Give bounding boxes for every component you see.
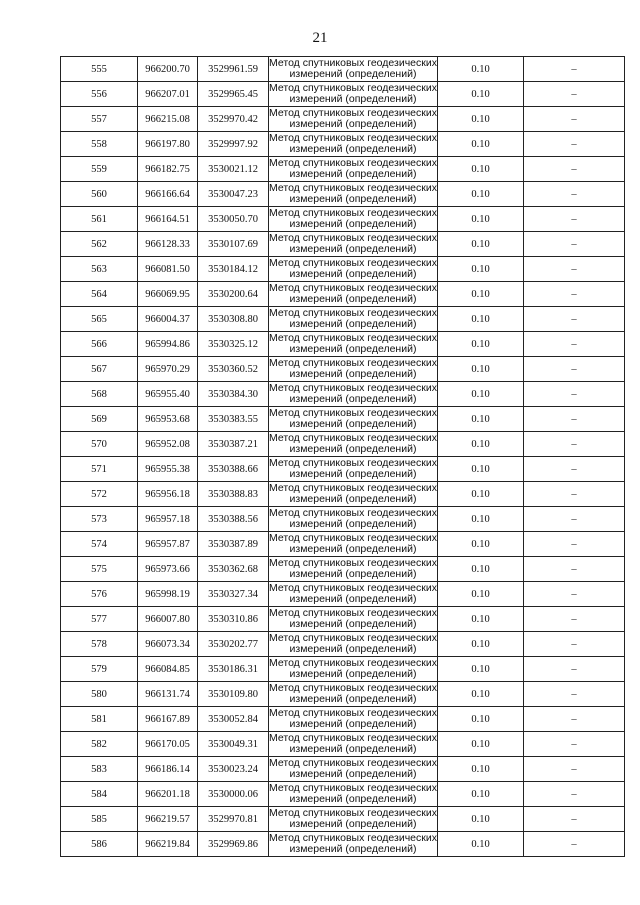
accuracy-cell: 0.10 [438,207,524,232]
table-row [61,132,625,157]
method-cell: Метод спутниковых геодезических измерений (определений) [269,507,437,530]
x-coordinate-cell: 965998.19 [138,582,198,607]
accuracy-cell: 0.10 [438,582,524,607]
table-row [61,657,625,682]
accuracy-cell: 0.10 [438,507,524,532]
accuracy-cell: 0.10 [438,432,524,457]
method-cell: Метод спутниковых геодезических измерений (определений) [269,82,437,105]
note-cell: – [524,82,625,107]
method-cell: Метод спутниковых геодезических измерений (определений) [269,357,437,380]
y-coordinate-cell: 3529961.59 [198,57,269,82]
point-number-cell: 557 [61,107,138,132]
x-coordinate-cell: 965953.68 [138,407,198,432]
y-coordinate-cell: 3530186.31 [198,657,269,682]
x-coordinate-cell: 966164.51 [138,207,198,232]
y-coordinate-cell: 3530107.69 [198,232,269,257]
table-row [61,432,625,457]
note-cell: – [524,457,625,482]
table-row [61,57,625,82]
accuracy-cell: 0.10 [438,132,524,157]
x-coordinate-cell: 965957.87 [138,532,198,557]
point-number-cell: 566 [61,332,138,357]
x-coordinate-cell: 966207.01 [138,82,198,107]
accuracy-cell: 0.10 [438,732,524,757]
table-row [61,557,625,582]
note-cell: – [524,182,625,207]
table-row [61,732,625,757]
method-cell: Метод спутниковых геодезических измерений (определений) [269,232,437,255]
point-number-cell: 565 [61,307,138,332]
accuracy-cell: 0.10 [438,482,524,507]
point-number-cell: 558 [61,132,138,157]
note-cell: – [524,207,625,232]
accuracy-cell: 0.10 [438,457,524,482]
table-row [61,782,625,807]
note-cell: – [524,257,625,282]
y-coordinate-cell: 3530050.70 [198,207,269,232]
note-cell: – [524,832,625,857]
method-cell: Метод спутниковых геодезических измерений (определений) [269,782,437,805]
table-row [61,407,625,432]
y-coordinate-cell: 3529965.45 [198,82,269,107]
note-cell: – [524,482,625,507]
x-coordinate-cell: 965970.29 [138,357,198,382]
table-row [61,532,625,557]
y-coordinate-cell: 3530383.55 [198,407,269,432]
x-coordinate-cell: 966215.08 [138,107,198,132]
x-coordinate-cell: 966007.80 [138,607,198,632]
point-number-cell: 563 [61,257,138,282]
table-row [61,507,625,532]
accuracy-cell: 0.10 [438,557,524,582]
method-cell: Метод спутниковых геодезических измерений (определений) [269,682,437,705]
table-row [61,182,625,207]
table-row [61,682,625,707]
note-cell: – [524,57,625,82]
table-row [61,382,625,407]
note-cell: – [524,282,625,307]
note-cell: – [524,332,625,357]
x-coordinate-cell: 965955.40 [138,382,198,407]
method-cell: Метод спутниковых геодезических измерений (определений) [269,132,437,155]
point-number-cell: 561 [61,207,138,232]
table-row [61,207,625,232]
table-body [61,57,625,857]
accuracy-cell: 0.10 [438,257,524,282]
note-cell: – [524,407,625,432]
accuracy-cell: 0.10 [438,57,524,82]
y-coordinate-cell: 3530310.86 [198,607,269,632]
x-coordinate-cell: 966200.70 [138,57,198,82]
point-number-cell: 568 [61,382,138,407]
method-cell: Метод спутниковых геодезических измерений (определений) [269,532,437,555]
point-number-cell: 567 [61,357,138,382]
note-cell: – [524,432,625,457]
x-coordinate-cell: 965952.08 [138,432,198,457]
method-cell: Метод спутниковых геодезических измерений (определений) [269,207,437,230]
point-number-cell: 570 [61,432,138,457]
x-coordinate-cell: 966219.84 [138,832,198,857]
note-cell: – [524,132,625,157]
y-coordinate-cell: 3530360.52 [198,357,269,382]
x-coordinate-cell: 966167.89 [138,707,198,732]
x-coordinate-cell: 966084.85 [138,657,198,682]
note-cell: – [524,607,625,632]
note-cell: – [524,757,625,782]
y-coordinate-cell: 3530049.31 [198,732,269,757]
point-number-cell: 569 [61,407,138,432]
point-number-cell: 585 [61,807,138,832]
accuracy-cell: 0.10 [438,357,524,382]
y-coordinate-cell: 3530308.80 [198,307,269,332]
point-number-cell: 581 [61,707,138,732]
method-cell: Метод спутниковых геодезических измерений (определений) [269,757,437,780]
accuracy-cell: 0.10 [438,607,524,632]
point-number-cell: 555 [61,57,138,82]
note-cell: – [524,557,625,582]
table-row [61,107,625,132]
method-cell: Метод спутниковых геодезических измерений (определений) [269,182,437,205]
y-coordinate-cell: 3530388.56 [198,507,269,532]
table-row [61,832,625,857]
y-coordinate-cell: 3530387.89 [198,532,269,557]
y-coordinate-cell: 3529997.92 [198,132,269,157]
y-coordinate-cell: 3530384.30 [198,382,269,407]
table-row [61,332,625,357]
table-row [61,257,625,282]
method-cell: Метод спутниковых геодезических измерений (определений) [269,707,437,730]
point-number-cell: 556 [61,82,138,107]
method-cell: Метод спутниковых геодезических измерений (определений) [269,107,437,130]
method-cell: Метод спутниковых геодезических измерений (определений) [269,332,437,355]
table-row [61,807,625,832]
y-coordinate-cell: 3530000.06 [198,782,269,807]
x-coordinate-cell: 966069.95 [138,282,198,307]
method-cell: Метод спутниковых геодезических измерений (определений) [269,282,437,305]
accuracy-cell: 0.10 [438,382,524,407]
note-cell: – [524,532,625,557]
y-coordinate-cell: 3529969.86 [198,832,269,857]
method-cell: Метод спутниковых геодезических измерений (определений) [269,732,437,755]
point-number-cell: 560 [61,182,138,207]
y-coordinate-cell: 3530387.21 [198,432,269,457]
y-coordinate-cell: 3530325.12 [198,332,269,357]
x-coordinate-cell: 966182.75 [138,157,198,182]
point-number-cell: 579 [61,657,138,682]
y-coordinate-cell: 3530184.12 [198,257,269,282]
method-cell: Метод спутниковых геодезических измерений (определений) [269,657,437,680]
accuracy-cell: 0.10 [438,82,524,107]
method-cell: Метод спутниковых геодезических измерений (определений) [269,157,437,180]
table-row [61,232,625,257]
point-number-cell: 562 [61,232,138,257]
x-coordinate-cell: 965955.38 [138,457,198,482]
note-cell: – [524,307,625,332]
note-cell: – [524,707,625,732]
method-cell: Метод спутниковых геодезических измерений (определений) [269,382,437,405]
coordinates-table [60,56,625,857]
x-coordinate-cell: 965956.18 [138,482,198,507]
point-number-cell: 576 [61,582,138,607]
point-number-cell: 578 [61,632,138,657]
point-number-cell: 564 [61,282,138,307]
accuracy-cell: 0.10 [438,407,524,432]
y-coordinate-cell: 3530021.12 [198,157,269,182]
note-cell: – [524,807,625,832]
note-cell: – [524,157,625,182]
x-coordinate-cell: 966186.14 [138,757,198,782]
accuracy-cell: 0.10 [438,532,524,557]
note-cell: – [524,682,625,707]
point-number-cell: 577 [61,607,138,632]
method-cell: Метод спутниковых геодезических измерений (определений) [269,407,437,430]
accuracy-cell: 0.10 [438,782,524,807]
point-number-cell: 559 [61,157,138,182]
table-row [61,582,625,607]
point-number-cell: 584 [61,782,138,807]
y-coordinate-cell: 3530202.77 [198,632,269,657]
note-cell: – [524,357,625,382]
method-cell: Метод спутниковых геодезических измерений (определений) [269,257,437,280]
point-number-cell: 586 [61,832,138,857]
x-coordinate-cell: 966219.57 [138,807,198,832]
accuracy-cell: 0.10 [438,682,524,707]
y-coordinate-cell: 3530327.34 [198,582,269,607]
note-cell: – [524,107,625,132]
method-cell: Метод спутниковых геодезических измерений (определений) [269,307,437,330]
y-coordinate-cell: 3530047.23 [198,182,269,207]
x-coordinate-cell: 966201.18 [138,782,198,807]
y-coordinate-cell: 3530388.66 [198,457,269,482]
accuracy-cell: 0.10 [438,182,524,207]
y-coordinate-cell: 3530023.24 [198,757,269,782]
method-cell: Метод спутниковых геодезических измерений (определений) [269,482,437,505]
table-row [61,82,625,107]
accuracy-cell: 0.10 [438,632,524,657]
table-row [61,632,625,657]
accuracy-cell: 0.10 [438,332,524,357]
x-coordinate-cell: 965994.86 [138,332,198,357]
accuracy-cell: 0.10 [438,807,524,832]
x-coordinate-cell: 966128.33 [138,232,198,257]
y-coordinate-cell: 3529970.81 [198,807,269,832]
point-number-cell: 583 [61,757,138,782]
note-cell: – [524,382,625,407]
table-row [61,282,625,307]
note-cell: – [524,507,625,532]
table-row [61,357,625,382]
point-number-cell: 582 [61,732,138,757]
method-cell: Метод спутниковых геодезических измерений (определений) [269,557,437,580]
x-coordinate-cell: 965973.66 [138,557,198,582]
x-coordinate-cell: 966166.64 [138,182,198,207]
y-coordinate-cell: 3530362.68 [198,557,269,582]
x-coordinate-cell: 966081.50 [138,257,198,282]
method-cell: Метод спутниковых геодезических измерений (определений) [269,57,437,80]
y-coordinate-cell: 3530200.64 [198,282,269,307]
x-coordinate-cell: 965957.18 [138,507,198,532]
accuracy-cell: 0.10 [438,657,524,682]
note-cell: – [524,582,625,607]
table-row [61,757,625,782]
method-cell: Метод спутниковых геодезических измерений (определений) [269,832,437,855]
accuracy-cell: 0.10 [438,282,524,307]
page-number: 21 [312,30,328,46]
point-number-cell: 573 [61,507,138,532]
x-coordinate-cell: 966197.80 [138,132,198,157]
table-row [61,157,625,182]
x-coordinate-cell: 966170.05 [138,732,198,757]
accuracy-cell: 0.10 [438,232,524,257]
x-coordinate-cell: 966073.34 [138,632,198,657]
method-cell: Метод спутниковых геодезических измерений (определений) [269,457,437,480]
method-cell: Метод спутниковых геодезических измерений (определений) [269,582,437,605]
note-cell: – [524,657,625,682]
table-row [61,307,625,332]
accuracy-cell: 0.10 [438,307,524,332]
method-cell: Метод спутниковых геодезических измерений (определений) [269,807,437,830]
y-coordinate-cell: 3530052.84 [198,707,269,732]
accuracy-cell: 0.10 [438,157,524,182]
note-cell: – [524,632,625,657]
y-coordinate-cell: 3529970.42 [198,107,269,132]
accuracy-cell: 0.10 [438,757,524,782]
table-row [61,707,625,732]
y-coordinate-cell: 3530388.83 [198,482,269,507]
x-coordinate-cell: 966004.37 [138,307,198,332]
method-cell: Метод спутниковых геодезических измерений (определений) [269,632,437,655]
point-number-cell: 572 [61,482,138,507]
point-number-cell: 574 [61,532,138,557]
point-number-cell: 580 [61,682,138,707]
accuracy-cell: 0.10 [438,832,524,857]
table-row [61,457,625,482]
accuracy-cell: 0.10 [438,707,524,732]
note-cell: – [524,232,625,257]
x-coordinate-cell: 966131.74 [138,682,198,707]
y-coordinate-cell: 3530109.80 [198,682,269,707]
point-number-cell: 575 [61,557,138,582]
table-row [61,607,625,632]
table-row [61,482,625,507]
point-number-cell: 571 [61,457,138,482]
method-cell: Метод спутниковых геодезических измерений (определений) [269,432,437,455]
note-cell: – [524,732,625,757]
method-cell: Метод спутниковых геодезических измерений (определений) [269,607,437,630]
note-cell: – [524,782,625,807]
accuracy-cell: 0.10 [438,107,524,132]
